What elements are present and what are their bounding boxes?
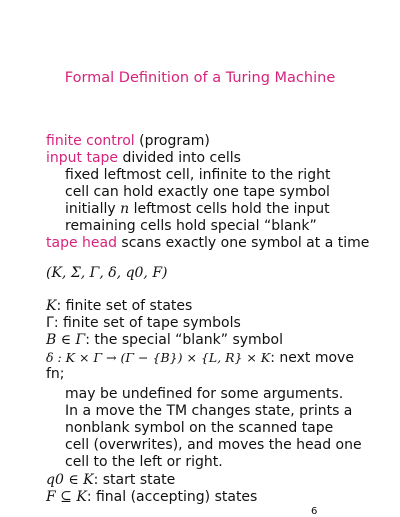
definition-K	[46, 298, 192, 315]
definition-text: : final (accepting) states	[86, 489, 258, 505]
math-symbol: F ⊆ K	[46, 489, 87, 505]
delta-note: nonblank symbol on the scanned tape	[65, 420, 334, 436]
tape-detail-prefix: initially	[65, 201, 121, 217]
tape-detail-suffix: leftmost cells hold the input	[129, 201, 330, 217]
definition-F	[46, 489, 257, 506]
definition-text: : finite set of states	[56, 298, 193, 314]
definition-text: : finite set of tape symbols	[53, 315, 241, 331]
delta-note: cell (overwrites), and moves the head one	[65, 437, 362, 453]
delta-note: may be undefined for some arguments.	[65, 386, 344, 402]
term-finite-control: finite control	[46, 133, 135, 149]
tape-detail: remaining cells hold special “blank”	[65, 218, 317, 234]
definition-delta	[46, 349, 354, 367]
definition-blank	[46, 332, 283, 349]
page-number: 6	[311, 506, 318, 517]
component-text: (program)	[134, 133, 210, 149]
delta-note: cell to the left or right.	[65, 454, 223, 470]
definition-gamma	[46, 315, 241, 332]
tape-detail: fixed leftmost cell, infinite to the right	[65, 167, 331, 183]
slide-title: Formal Definition of a Turing Machine	[64, 70, 336, 86]
delta-note: In a move the TM changes state, prints a	[65, 403, 353, 419]
math-var-n: n	[120, 201, 130, 217]
machine-tuple: (K, Σ, Γ, δ, q0, F)	[46, 265, 168, 281]
math-symbol: q0 ∈ K	[46, 472, 94, 488]
term-input-tape: input tape	[46, 150, 119, 166]
component-tape-head	[46, 235, 369, 252]
math-symbol: δ : K × Γ → (Γ − {B}) × {L, R} × K	[46, 350, 271, 365]
component-text: scans exactly one symbol at a time	[116, 235, 370, 251]
math-symbol: K	[46, 298, 57, 314]
definition-text: : next move	[270, 350, 354, 366]
definition-text: : start state	[93, 472, 176, 488]
tape-detail: cell can hold exactly one tape symbol	[65, 184, 330, 200]
component-finite-control	[46, 133, 210, 150]
term-tape-head: tape head	[46, 235, 117, 251]
math-symbol: B ∈ Γ	[46, 332, 86, 348]
definition-delta-continued: fn;	[46, 366, 65, 382]
component-input-tape	[46, 150, 241, 167]
tape-detail	[65, 201, 330, 218]
math-symbol: Γ	[46, 315, 54, 331]
definition-q0	[46, 472, 175, 489]
component-text: divided into cells	[118, 150, 241, 166]
definition-text: : the special “blank” symbol	[85, 332, 284, 348]
